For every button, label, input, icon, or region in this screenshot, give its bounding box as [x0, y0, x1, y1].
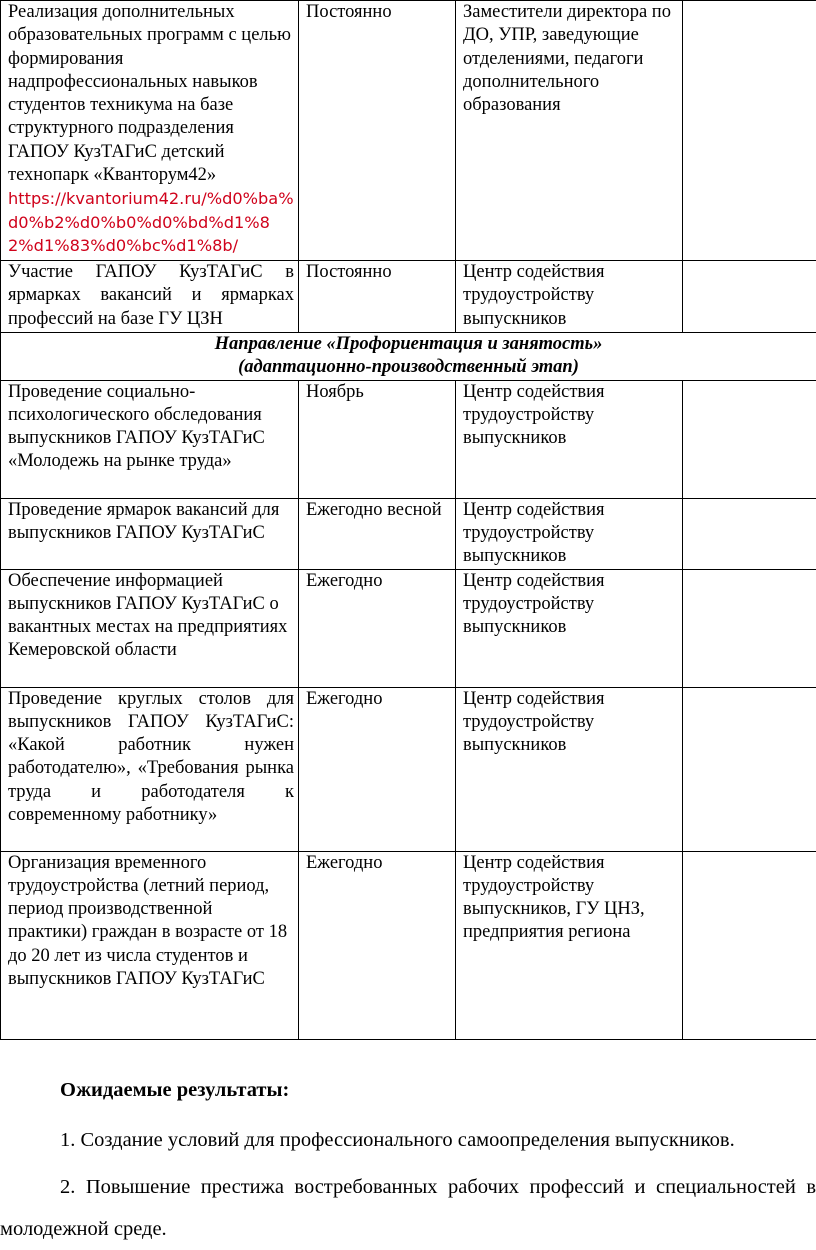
event-cell: Обеспечение информацией выпускников ГАПОУ КузТАГиС о вакантных местах на предприятиях Кемеровской области [1, 569, 299, 687]
responsible-cell: Заместители директора по ДО, УПР, заведующие отделениями, педагоги дополнительного образования [456, 1, 683, 261]
event-cell: Проведение ярмарок вакансий для выпускников ГАПОУ КузТАГиС [1, 498, 299, 569]
term-cell: Ежегодно [299, 687, 456, 851]
responsible-cell: Центр содействия трудоустройству выпускников [456, 261, 683, 333]
term-cell: Ежегодно [299, 569, 456, 687]
term-cell: Ежегодно весной [299, 498, 456, 569]
note-cell [683, 380, 816, 498]
note-cell [683, 1, 816, 261]
responsible-cell: Центр содействия трудоустройству выпускников [456, 498, 683, 569]
responsible-cell: Центр содействия трудоустройству выпускников [456, 380, 683, 498]
section-row [1, 333, 816, 381]
term-cell: Ежегодно [299, 851, 456, 1039]
event-cell: Организация временного трудоустройства (летний период, период производственной практики) граждан в возрасте от 18 до 20 лет из числа студентов и выпускников ГАПОУ КузТАГиС [1, 851, 299, 1039]
responsible-cell: Центр содействия трудоустройству выпускников [456, 569, 683, 687]
table-row [1, 380, 816, 498]
table-row [1, 261, 816, 333]
table-row [1, 851, 816, 1039]
table-row [1, 498, 816, 569]
note-cell [683, 687, 816, 851]
result-item-1: 1. Создание условий для профессионального самоопределения выпускников. [60, 1128, 816, 1152]
event-cell [1, 1, 299, 261]
note-cell [683, 498, 816, 569]
event-cell: Проведение социально-психологического обследования выпускников ГАПОУ КузТАГиС «Молодежь на рынке труда» [1, 380, 299, 498]
responsible-cell: Центр содействия трудоустройству выпускников [456, 687, 683, 851]
term-cell: Постоянно [299, 1, 456, 261]
note-cell [683, 851, 816, 1039]
event-cell: Участие ГАПОУ КузТАГиС в ярмарках вакансий и ярмарках профессий на базе ГУ ЦЗН [1, 261, 299, 333]
section-title [1, 333, 816, 381]
term-cell: Постоянно [299, 261, 456, 333]
kvantorium-link[interactable]: https://kvantorium42.ru/%d0%ba%d0%b2%d0%b0%d0%bd%d1%82%d1%83%d0%bc%d1%8b/ [8, 187, 294, 257]
section-title-line2: (адаптационно-производственный этап) [1, 356, 816, 379]
table-row [1, 569, 816, 687]
note-cell [683, 261, 816, 333]
table-row [1, 1, 816, 261]
note-cell [683, 569, 816, 687]
term-cell: Ноябрь [299, 380, 456, 498]
results-title: Ожидаемые результаты: [0, 1078, 816, 1102]
section-title-line1: Направление «Профориентация и занятость» [1, 333, 816, 356]
table-row [1, 687, 816, 851]
event-text: Реализация дополнительных образовательных программ с целью формирования надпрофессиональных навыков студентов техникума на базе структурного подразделения ГАПОУ КузТАГиС детский технопарк «Кванторум42» [8, 2, 291, 185]
result-item-2: 2. Повышение престижа востребованных рабочих профессий и специальностей в молодежной среде. [0, 1166, 816, 1250]
event-cell: Проведение круглых столов для выпускников ГАПОУ КузТАГиС: «Какой работник нужен работодателю», «Требования рынка труда и работодателя к современному работнику» [1, 687, 299, 851]
expected-results [0, 1078, 816, 1102]
responsible-cell: Центр содействия трудоустройству выпускников, ГУ ЦНЗ, предприятия региона [456, 851, 683, 1039]
